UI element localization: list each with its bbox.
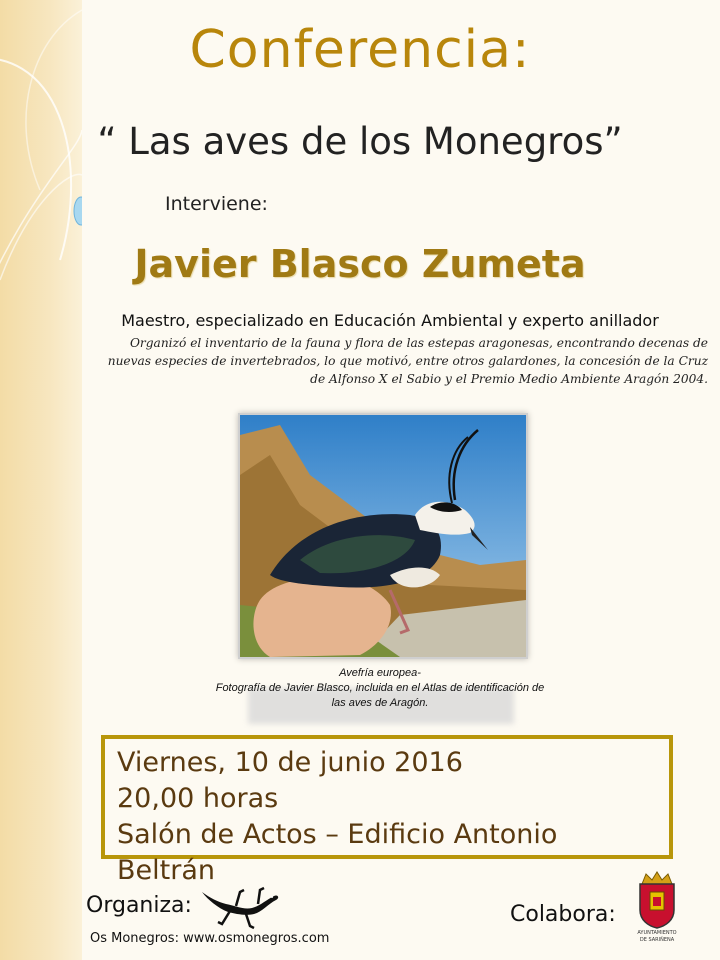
gecko-logo-icon bbox=[200, 884, 282, 930]
bird-photo bbox=[238, 413, 528, 659]
crest-caption-line-2: DE SARIÑENA bbox=[639, 937, 675, 943]
organizer-website: Os Monegros: www.osmonegros.com bbox=[90, 931, 330, 946]
caption-line-1: Avefría europea- bbox=[339, 667, 421, 679]
caption-line-2: Fotografía de Javier Blasco, incluida en el Atlas de identificación de bbox=[215, 682, 545, 694]
bubble-icon bbox=[74, 197, 82, 225]
event-place: Salón de Actos – Edificio Antonio Beltrán bbox=[117, 819, 558, 886]
town-crest-icon bbox=[632, 870, 682, 930]
page-title: Conferencia: bbox=[189, 20, 531, 80]
crest-caption bbox=[622, 930, 692, 944]
interviene-label: Interviene: bbox=[165, 193, 268, 215]
event-time: 20,00 horas bbox=[117, 783, 279, 814]
colabora-label: Colabora: bbox=[510, 902, 616, 927]
caption-line-3: las aves de Aragón. bbox=[331, 697, 429, 709]
crest-caption-line-1: AYUNTAMIENTO bbox=[637, 930, 677, 936]
event-details-box bbox=[101, 735, 673, 886]
organiza-label: Organiza: bbox=[86, 893, 192, 918]
speaker-name: Javier Blasco Zumeta bbox=[134, 242, 586, 286]
photo-caption bbox=[150, 666, 610, 711]
speaker-role: Maestro, especializado en Educación Ambiental y experto anillador bbox=[121, 311, 659, 330]
conference-subtitle: “ Las aves de los Monegros” bbox=[97, 120, 623, 163]
speaker-bio: Organizó el inventario de la fauna y flora de las estepas aragonesas, encontrando decenas de nuevas especies de invertebrados, lo que motivó, entre otros galardones, la concesión de la Cruz de Alfonso X el Sabio y el Premio Medio Ambiente Aragón 2004. bbox=[107, 336, 708, 386]
event-date: Viernes, 10 de junio 2016 bbox=[117, 747, 463, 778]
